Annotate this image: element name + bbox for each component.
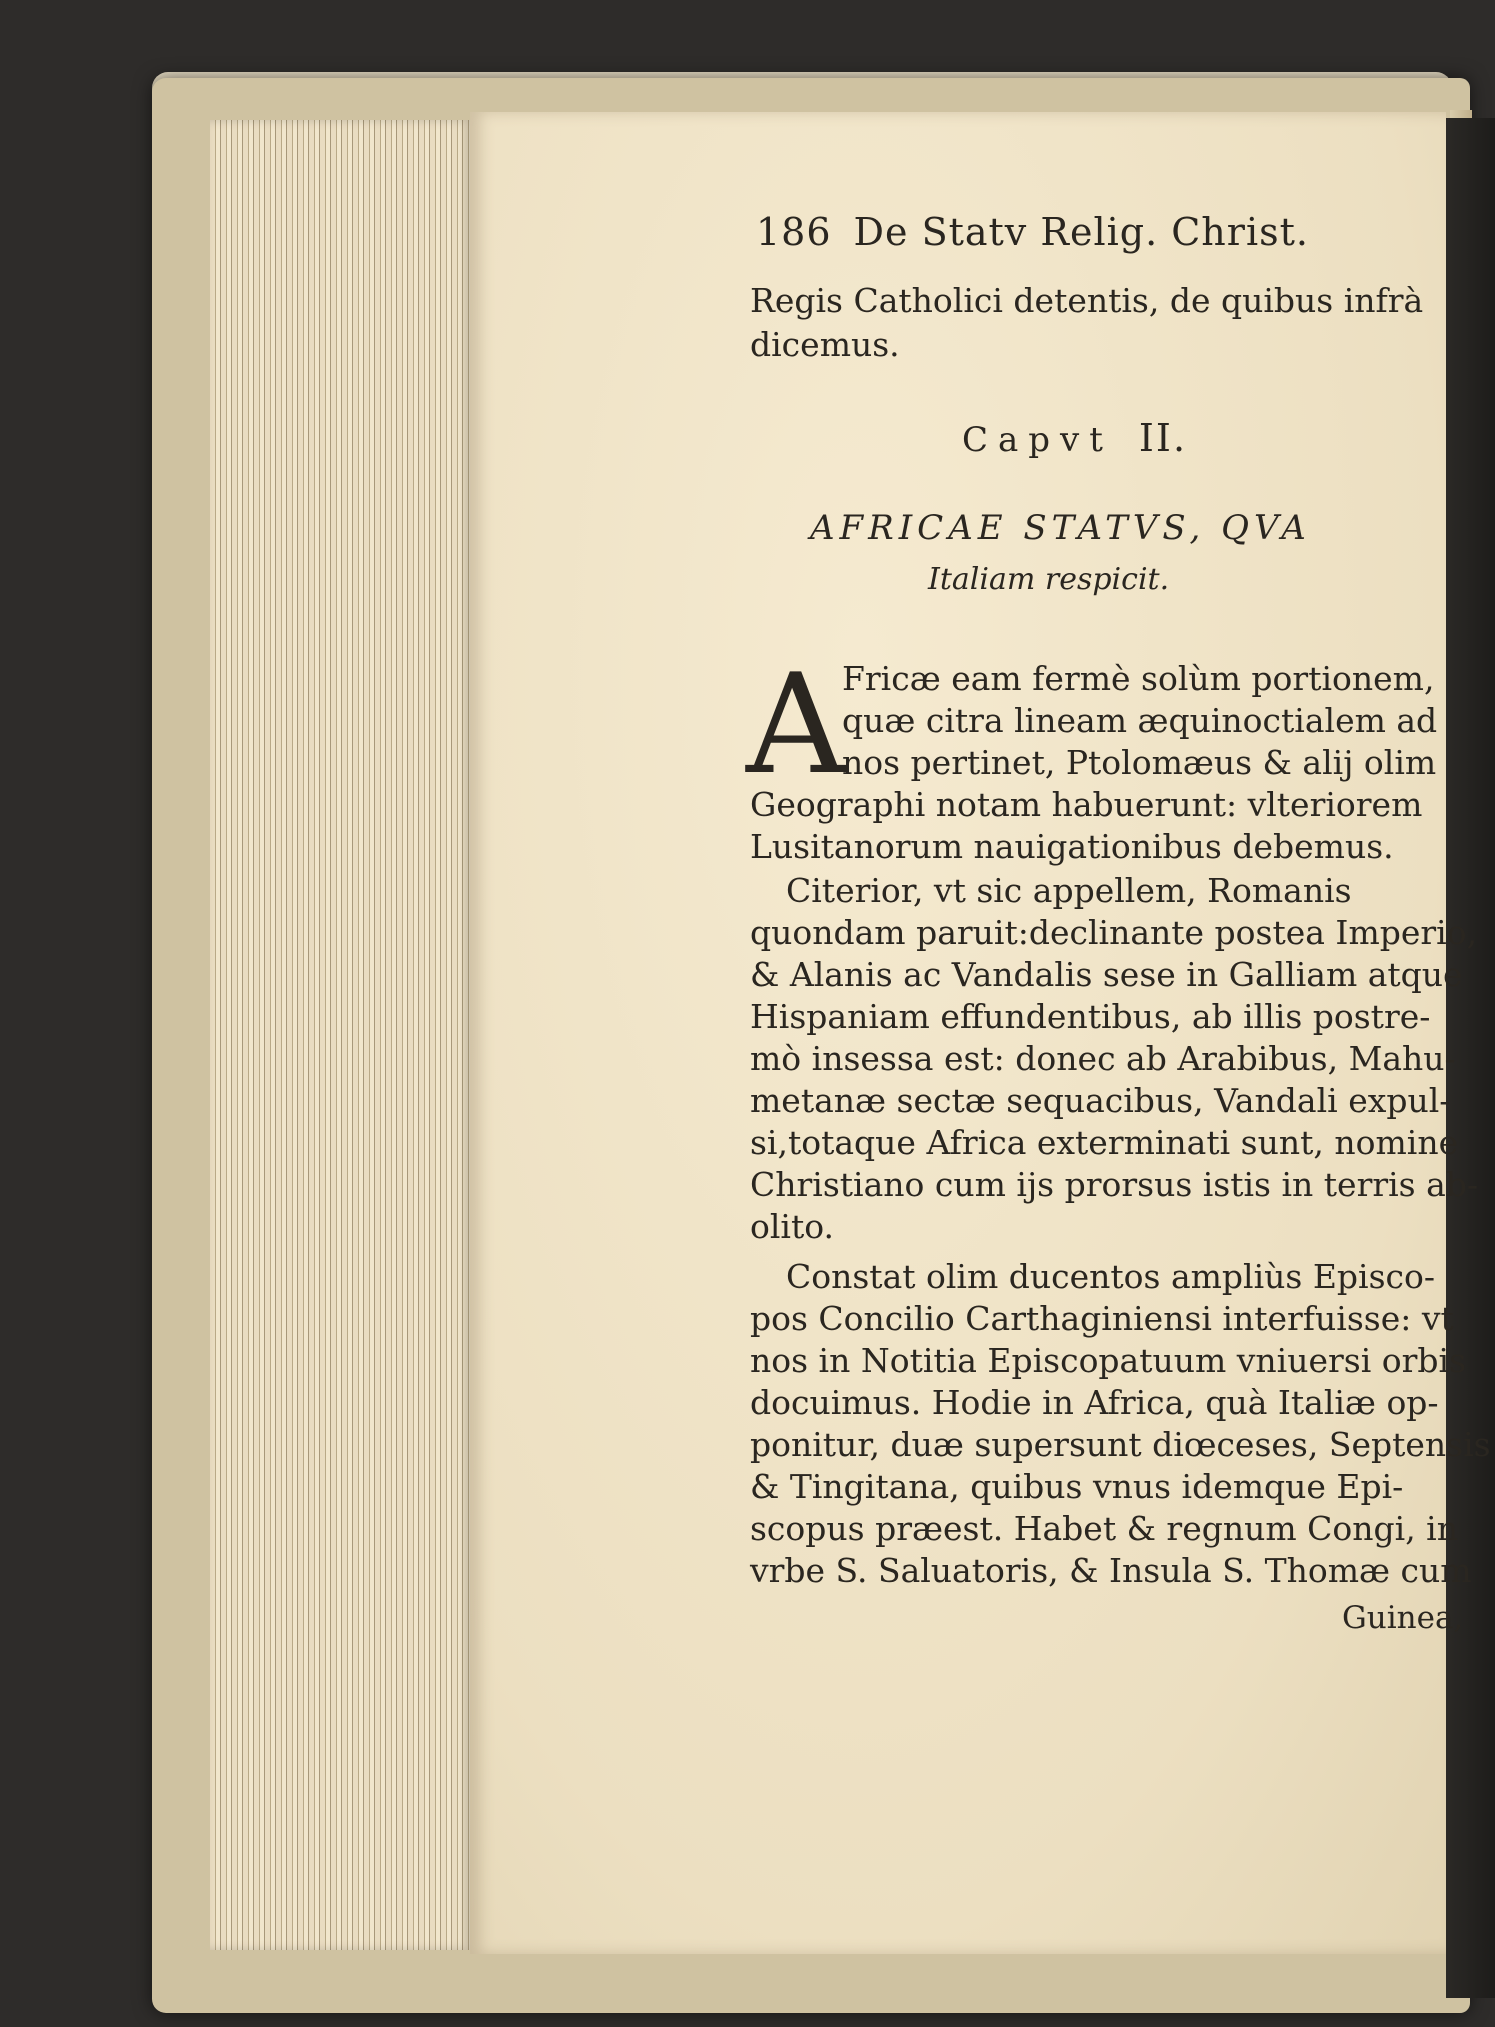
chapter-heading: AFRICAE STATVS, QVA [810,508,1311,548]
chapter-subheading: Italiam respicit. [928,562,1170,597]
running-title: De Statv Relig. Christ. [853,210,1309,254]
running-header [756,212,1309,252]
text-line: quæ citra lineam æquinoctialem ad [842,701,1438,740]
text-line: Hispaniam effundentibus, ab illis postre- [750,997,1431,1036]
text-line: dicemus. [750,325,900,364]
text-line: ponitur, duæ supersunt diœceses, Septensis [750,1425,1491,1464]
text-line: Geographi notam habuerunt: vlteriorem [750,785,1423,824]
chapter-label [962,418,1187,460]
text-line: & Tingitana, quibus vnus idemque Epi- [750,1467,1404,1506]
text-line: docuimus. Hodie in Africa, quà Italiæ op- [750,1383,1439,1422]
drop-capital: A [746,644,846,805]
text-line: & Alanis ac Vandalis sese in Galliam atque [750,955,1463,994]
text-line: Christiano cum ijs prorsus istis in terris ab- [750,1165,1479,1204]
text-line: vrbe S. Saluatoris, & Insula S. Thomæ cum [750,1551,1472,1590]
text-line: pos Concilio Carthaginiensi interfuisse: vt [750,1299,1454,1338]
page-edges [210,120,472,1950]
text-line: olito. [750,1207,835,1246]
text-line: Lusitanorum nauigationibus debemus. [750,827,1394,866]
text-line: mò insessa est: donec ab Arabibus, Mahu- [750,1039,1456,1078]
caput-word: Capvt [962,420,1113,460]
text-line: Constat olim ducentos ampliùs Episco- [786,1257,1436,1296]
text-line: Regis Catholici detentis, de quibus infrà [750,281,1424,320]
text-line: metanæ sectæ sequacibus, Vandali expul- [750,1081,1451,1120]
text-line: Fricæ eam fermè solùm portionem, [842,659,1435,698]
text-line: Citerior, vt sic appellem, Romanis [786,871,1352,910]
text-line: scopus præest. Habet & regnum Congi, in [750,1509,1458,1548]
chapter-number: II. [1138,416,1188,460]
text-line: nos pertinet, Ptolomæus & alij olim [842,743,1437,782]
text-line: quondam paruit:declinante postea Imperio, [750,913,1478,952]
page-number: 186 [756,210,832,254]
text-line: si,totaque Africa exterminati sunt, nomine [750,1123,1459,1162]
text-line: nos in Notitia Episcopatuum vniuersi orbis [750,1341,1467,1380]
catchword: Guinea, [1342,1600,1464,1636]
